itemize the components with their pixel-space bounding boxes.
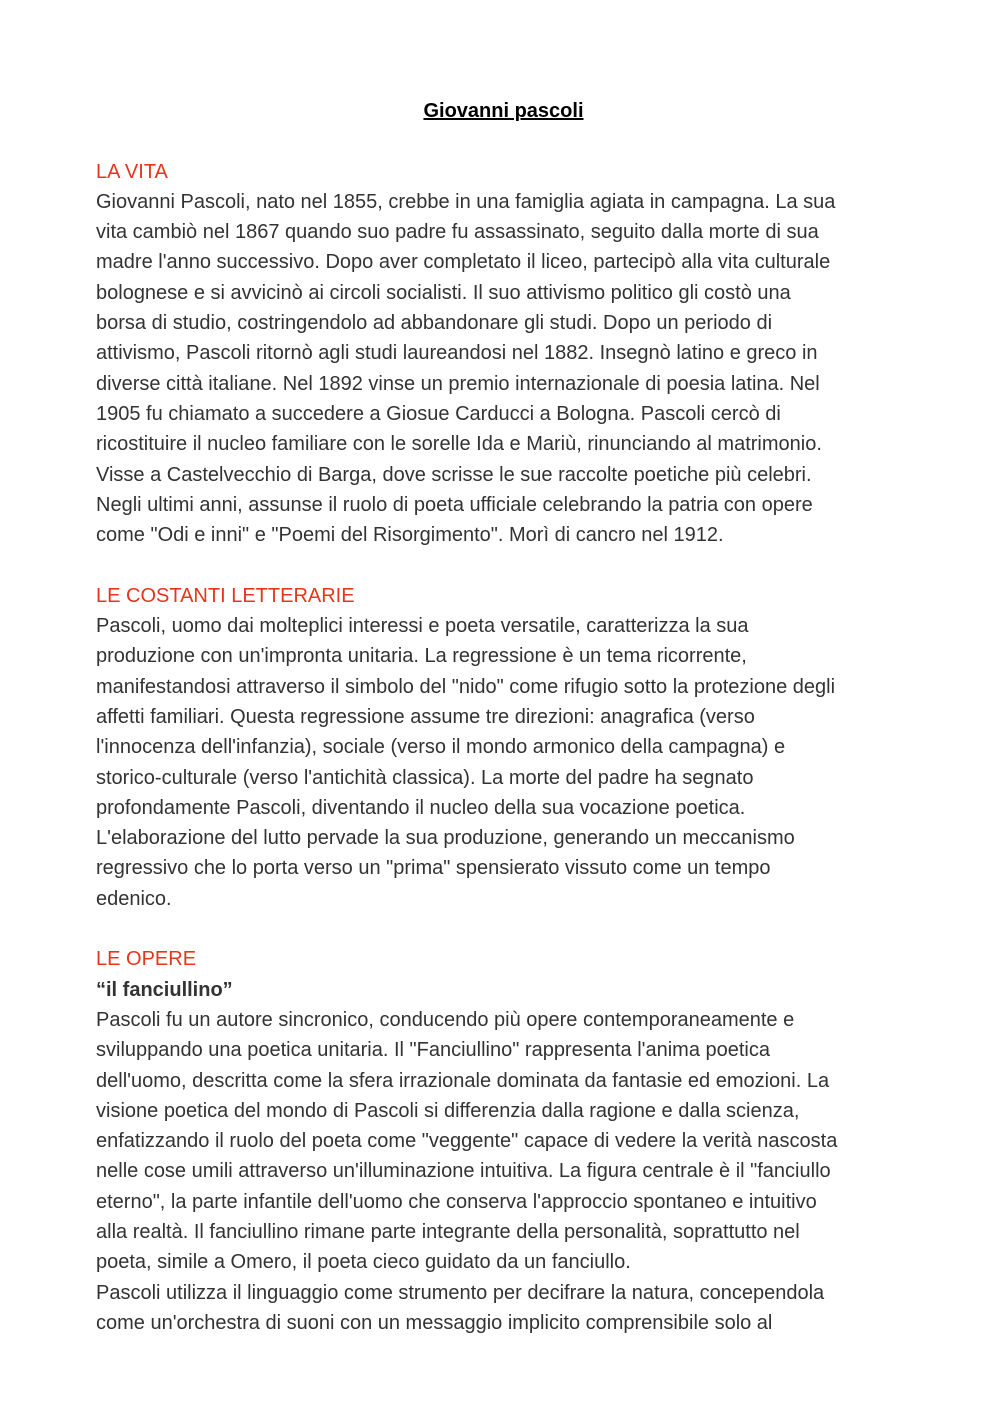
text-line: Pascoli, uomo dai molteplici interessi e poeta versatile, caratterizza la sua bbox=[96, 615, 749, 638]
text-line: Giovanni Pascoli, nato nel 1855, crebbe in una famiglia agiata in campagna. La sua bbox=[96, 190, 836, 213]
text-line: madre l'anno successivo. Dopo aver completato il liceo, partecipò alla vita culturale bbox=[96, 251, 831, 274]
text-line: edenico. bbox=[96, 887, 172, 910]
document-title: Giovanni pascoli bbox=[423, 100, 584, 122]
text-line: nelle cose umili attraverso un'illuminazione intuitiva. La figura centrale è il "fanciullo bbox=[96, 1160, 831, 1183]
text-line: L'elaborazione del lutto pervade la sua produzione, generando un meccanismo bbox=[96, 827, 795, 850]
text-line: come un'orchestra di suoni con un messaggio implicito comprensibile solo al bbox=[96, 1311, 773, 1334]
text-line: come "Odi e inni" e "Poemi del Risorgimento". Morì di cancro nel 1912. bbox=[96, 524, 724, 547]
text-line: ricostituire il nucleo familiare con le sorelle Ida e Mariù, rinunciando al matrimonio. bbox=[96, 433, 822, 456]
text-line: alla realtà. Il fanciullino rimane parte integrante della personalità, soprattutto nel bbox=[96, 1220, 800, 1243]
text-line: bolognese e si avvicinò ai circoli socialisti. Il suo attivismo politico gli costò una bbox=[96, 281, 791, 304]
text-line: Visse a Castelvecchio di Barga, dove scrisse le sue raccolte poetiche più celebri. bbox=[96, 463, 812, 486]
text-line: visione poetica del mondo di Pascoli si differenzia dalla ragione e dalla scienza, bbox=[96, 1099, 800, 1122]
text-line: vita cambiò nel 1867 quando suo padre fu assassinato, seguito dalla morte di sua bbox=[96, 221, 819, 244]
text-line: attivismo, Pascoli ritornò agli studi laureandosi nel 1882. Insegnò latino e greco in bbox=[96, 342, 818, 365]
paragraph-la-vita bbox=[96, 187, 911, 551]
text-line: affetti familiari. Questa regressione assume tre direzioni: anagrafica (verso bbox=[96, 705, 755, 728]
text-line: enfatizzando il ruolo del poeta come "veggente" capace di vedere la verità nascosta bbox=[96, 1130, 838, 1153]
text-line: Pascoli fu un autore sincronico, conducendo più opere contemporaneamente e bbox=[96, 1008, 795, 1031]
text-line: borsa di studio, costringendolo ad abbandonare gli studi. Dopo un periodo di bbox=[96, 312, 773, 335]
section-heading-la-vita: LA VITA bbox=[96, 160, 168, 183]
section-heading-le-costanti-letterarie: LE COSTANTI LETTERARIE bbox=[96, 584, 355, 607]
text-line: 1905 fu chiamato a succedere a Giosue Carducci a Bologna. Pascoli cercò di bbox=[96, 402, 781, 425]
text-line: produzione con un'impronta unitaria. La regressione è un tema ricorrente, bbox=[96, 645, 747, 668]
text-line: regressivo che lo porta verso un "prima" spensierato vissuto come un tempo bbox=[96, 857, 771, 880]
text-line: eterno", la parte infantile dell'uomo che conserva l'approccio spontaneo e intuitivo bbox=[96, 1190, 817, 1213]
text-line: profondamente Pascoli, diventando il nucleo della sua vocazione poetica. bbox=[96, 796, 746, 819]
paragraph-le-costanti-letterarie bbox=[96, 611, 911, 914]
section-heading-le-opere: LE OPERE bbox=[96, 948, 197, 971]
text-line: Negli ultimi anni, assunse il ruolo di poeta ufficiale celebrando la patria con opere bbox=[96, 493, 813, 516]
text-line: poeta, simile a Omero, il poeta cieco guidato da un fanciullo. bbox=[96, 1251, 631, 1274]
text-line: storico-culturale (verso l'antichità classica). La morte del padre ha segnato bbox=[96, 766, 754, 789]
spacer bbox=[96, 126, 911, 156]
spacer bbox=[96, 914, 911, 944]
subheading-il-fanciullino: “il fanciullino” bbox=[96, 978, 233, 1001]
spacer bbox=[96, 550, 911, 580]
text-line: diverse città italiane. Nel 1892 vinse un premio internazionale di poesia latina. Nel bbox=[96, 372, 820, 395]
text-line: manifestandosi attraverso il simbolo del "nido" come rifugio sotto la protezione degli bbox=[96, 675, 836, 698]
text-line: Pascoli utilizza il linguaggio come strumento per decifrare la natura, concependola bbox=[96, 1281, 825, 1304]
text-line: l'innocenza dell'infanzia), sociale (verso il mondo armonico della campagna) e bbox=[96, 736, 786, 759]
text-line: dell'uomo, descritta come la sfera irrazionale dominata da fantasie ed emozioni. La bbox=[96, 1069, 830, 1092]
text-line: sviluppando una poetica unitaria. Il "Fanciullino" rappresenta l'anima poetica bbox=[96, 1039, 770, 1062]
document-page bbox=[96, 96, 911, 1338]
paragraph-le-opere bbox=[96, 1005, 911, 1338]
